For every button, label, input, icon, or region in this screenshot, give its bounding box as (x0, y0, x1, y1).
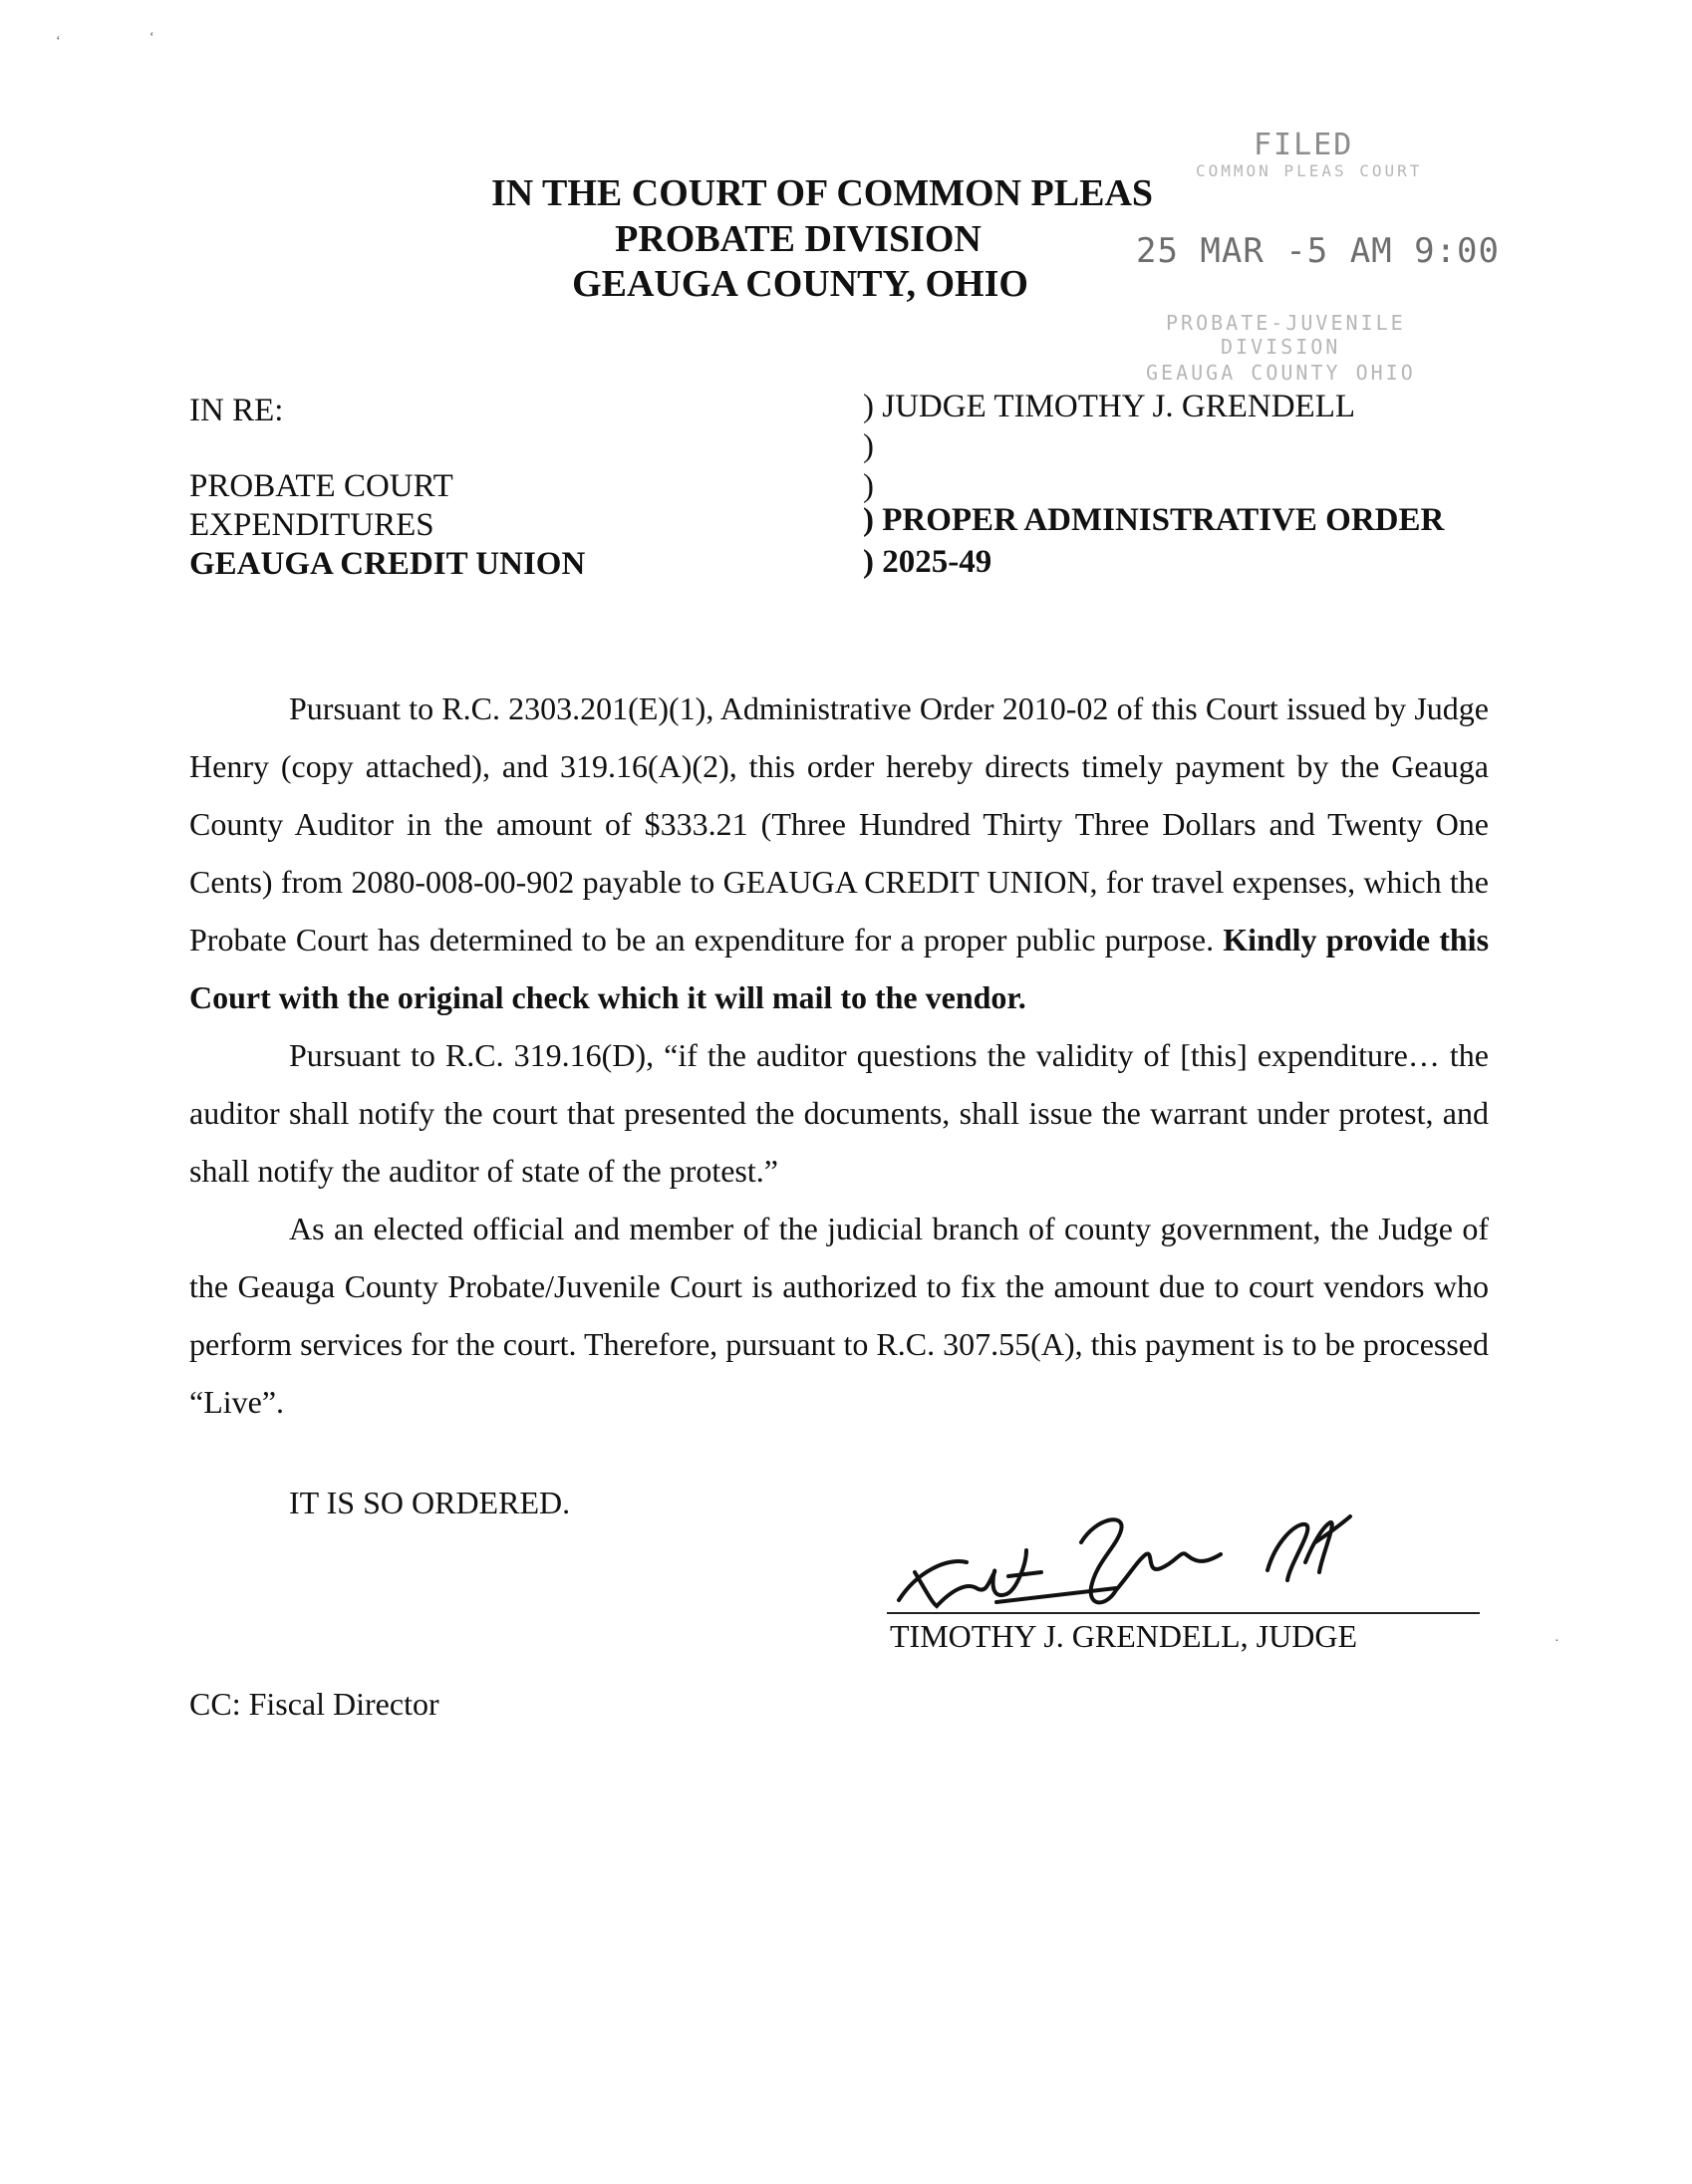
filed-stamp-county: GEAUGA COUNTY OHIO (1146, 361, 1416, 385)
so-ordered: IT IS SO ORDERED. (289, 1485, 571, 1520)
caption-left-line2: EXPENDITURES (189, 507, 434, 543)
filed-stamp-court: COMMON PLEAS COURT (1196, 161, 1423, 180)
order-number: ) 2025-49 (863, 544, 992, 580)
judge-line: ) JUDGE TIMOTHY J. GRENDELL (863, 389, 1356, 424)
caption-paren: ) (863, 468, 874, 504)
caption-left-line1: PROBATE COURT (189, 468, 453, 504)
filed-stamp-title: FILED (1254, 128, 1354, 162)
caption-left-line3: GEAUGA CREDIT UNION (189, 546, 586, 582)
judge-name-under-signature: TIMOTHY J. GRENDELL, JUDGE (890, 1618, 1357, 1654)
carbon-copy: CC: Fiscal Director (189, 1686, 439, 1722)
paragraph-protest (189, 1026, 1489, 1200)
filed-stamp-division2: DIVISION (1221, 335, 1341, 359)
paragraph-payment-text: Pursuant to R.C. 2303.201(E)(1), Administrative Order 2010-02 of this Court issued by Judge Henry (copy attached), and 319.16(A)(2), this order hereby directs timely payment by the Geauga County Auditor in the amount of $333.21 (Three Hundred Thirty Three Dollars and Twenty One Cents) from 2080-008-00-902 payable to GEAUGA CREDIT UNION, for travel expenses, which the Probate Court has determined to be an expenditure for a proper public purpose. (189, 690, 1489, 957)
order-body (189, 680, 1489, 1431)
division-name: PROBATE DIVISION (615, 218, 982, 260)
paragraph-authority-text: As an elected official and member of the judicial branch of county government, the Judge of the Geauga County Probate/Juvenile Court is authorized to fix the amount due to court vendors who perform services for the court. Therefore, pursuant to R.C. 307.55(A), this payment is to be processed “Live”. (189, 1211, 1489, 1420)
scan-mark: · (1554, 1634, 1559, 1649)
filed-stamp-division: PROBATE-JUVENILE (1166, 311, 1406, 335)
court-name: IN THE COURT OF COMMON PLEAS (490, 172, 1154, 214)
paragraph-payment (189, 680, 1489, 1026)
scan-mark: ‘ (56, 34, 61, 49)
caption-paren: ) (863, 428, 874, 464)
paragraph-payment-instruction: Kindly provide this Court with the original check which it will mail to the vendor. (189, 922, 1490, 1015)
order-title: ) PROPER ADMINISTRATIVE ORDER (863, 502, 1445, 538)
signature-line (887, 1612, 1480, 1614)
county-name: GEAUGA COUNTY, OHIO (572, 263, 1028, 305)
paragraph-protest-text: Pursuant to R.C. 319.16(D), “if the auditor questions the validity of [this] expenditure… the auditor shall notify the court that presented the documents, shall issue the warrant under protest, and shall notify the auditor of state of the protest.” (189, 1037, 1489, 1189)
in-re-label: IN RE: (189, 393, 284, 428)
paragraph-authority (189, 1200, 1489, 1431)
judge-signature (877, 1502, 1395, 1617)
scan-mark: ‘ (149, 30, 154, 45)
filed-stamp-date: 25 MAR -5 AM 9:00 (1136, 231, 1500, 271)
